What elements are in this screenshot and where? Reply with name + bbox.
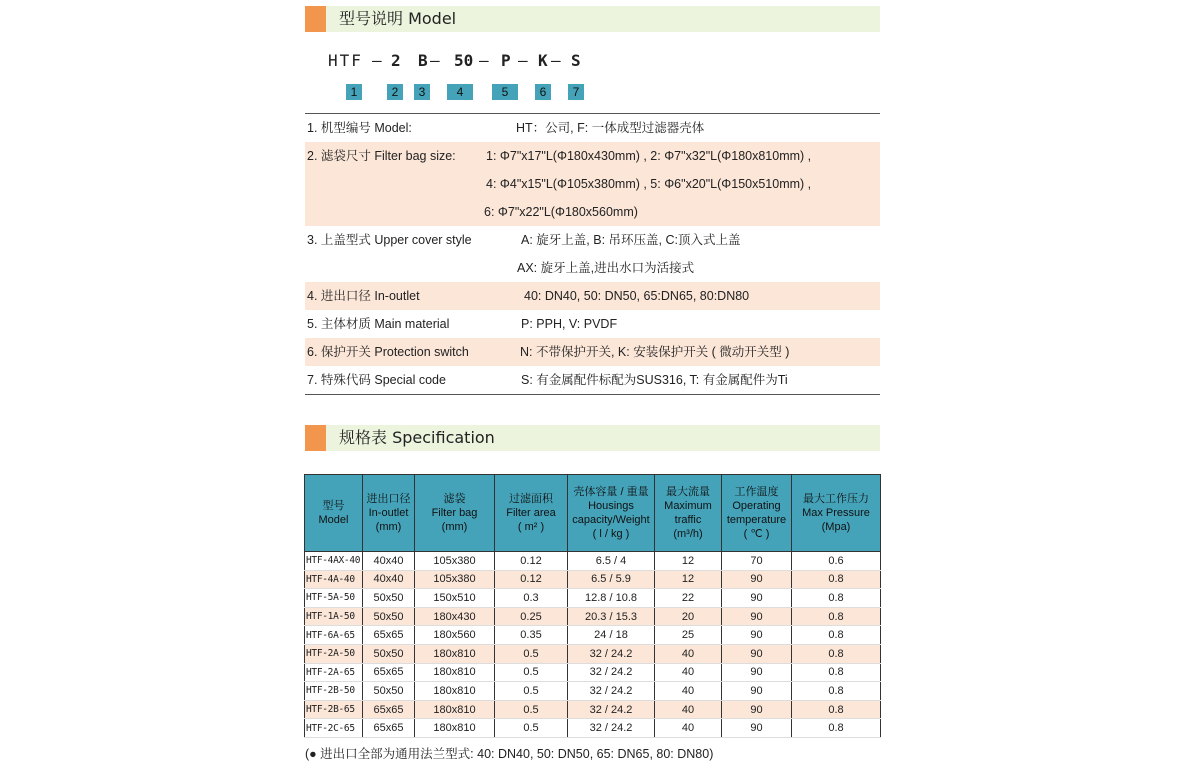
cell-capacity: 20.3 / 15.3 <box>568 607 655 626</box>
code-badge-1: 1 <box>346 84 362 100</box>
table-row <box>305 552 881 571</box>
cell-flow: 40 <box>655 719 722 738</box>
cell-temperature: 90 <box>722 570 792 589</box>
cell-temperature: 90 <box>722 626 792 645</box>
cell-in-outlet: 65x65 <box>363 626 415 645</box>
cell-filter-area: 0.12 <box>495 570 568 589</box>
cell-model: HTF-2B-50 <box>305 682 363 701</box>
model-row <box>305 310 880 338</box>
cell-pressure: 0.8 <box>792 570 881 589</box>
cell-filter-area: 0.5 <box>495 719 568 738</box>
row-value: 40: DN40, 50: DN50, 65:DN65, 80:DN80 <box>524 289 750 303</box>
header-capacity-weight: 壳体容量 / 重量 Housings capacity/Weight ( l / kg ) <box>568 475 655 552</box>
row-label: 4. 进出口径 In-outlet <box>307 289 420 303</box>
row-label: 7. 特殊代码 Special code <box>307 373 446 387</box>
cell-model: HTF-2B-65 <box>305 700 363 719</box>
model-row-continued <box>305 170 880 198</box>
cell-filter-bag: 180x810 <box>415 663 495 682</box>
specification-table <box>304 474 881 738</box>
cell-pressure: 0.8 <box>792 589 881 608</box>
table-row <box>305 663 881 682</box>
cell-temperature: 90 <box>722 589 792 608</box>
table-row <box>305 570 881 589</box>
model-section-header <box>305 6 880 32</box>
model-row <box>305 338 880 366</box>
cell-filter-bag: 105x380 <box>415 552 495 571</box>
cell-filter-bag: 180x810 <box>415 700 495 719</box>
model-row <box>305 142 880 170</box>
header-in-outlet: 进出口径 In-outlet (mm) <box>363 475 415 552</box>
cell-model: HTF-4AX-40 <box>305 552 363 571</box>
cell-capacity: 32 / 24.2 <box>568 700 655 719</box>
cell-pressure: 0.8 <box>792 644 881 663</box>
code-letter-b: B <box>418 51 428 70</box>
code-badge-4: 4 <box>447 84 473 100</box>
row-value: 1: Φ7"x17"L(Φ180x430mm) , 2: Φ7"x32"L(Φ180x810mm) , <box>486 149 812 163</box>
cell-model: HTF-6A-65 <box>305 626 363 645</box>
spec-footnote: (● 进出口全部为通用法兰型式: 40: DN40, 50: DN50, 65: DN65, 80: DN80) <box>305 747 714 761</box>
cell-filter-area: 0.12 <box>495 552 568 571</box>
cell-in-outlet: 50x50 <box>363 589 415 608</box>
cell-in-outlet: 50x50 <box>363 682 415 701</box>
code-dash: — <box>372 51 382 70</box>
cell-temperature: 90 <box>722 644 792 663</box>
cell-flow: 12 <box>655 570 722 589</box>
row-value: HT：公司, F: 一体成型过滤器壳体 <box>516 121 705 135</box>
cell-temperature: 90 <box>722 663 792 682</box>
model-row <box>305 282 880 310</box>
cell-in-outlet: 65x65 <box>363 700 415 719</box>
model-row-continued <box>305 254 880 282</box>
table-row <box>305 589 881 608</box>
cell-model: HTF-2A-50 <box>305 644 363 663</box>
model-row <box>305 366 880 394</box>
header-max-flow: 最大流量 Maximum traffic (m³/h) <box>655 475 722 552</box>
model-section-title: 型号说明 Model <box>339 9 457 28</box>
cell-flow: 20 <box>655 607 722 626</box>
code-badge-6: 6 <box>535 84 551 100</box>
cell-pressure: 0.6 <box>792 552 881 571</box>
header-max-pressure: 最大工作压力 Max Pressure (Mpa) <box>792 475 881 552</box>
cell-filter-bag: 150x510 <box>415 589 495 608</box>
model-code <box>0 50 1181 72</box>
row-label: 6. 保护开关 Protection switch <box>307 345 469 359</box>
cell-capacity: 32 / 24.2 <box>568 719 655 738</box>
code-badge-2: 2 <box>387 84 403 100</box>
row-label: 2. 滤袋尺寸 Filter bag size: <box>307 149 456 163</box>
cell-model: HTF-1A-50 <box>305 607 363 626</box>
cell-filter-area: 0.25 <box>495 607 568 626</box>
cell-capacity: 24 / 18 <box>568 626 655 645</box>
model-explanation-table <box>305 113 880 395</box>
header-filter-area: 过滤面积 Filter area ( m² ) <box>495 475 568 552</box>
cell-flow: 40 <box>655 663 722 682</box>
cell-flow: 40 <box>655 700 722 719</box>
header-temperature: 工作温度 Operating temperature ( ℃ ) <box>722 475 792 552</box>
cell-capacity: 32 / 24.2 <box>568 682 655 701</box>
cell-temperature: 90 <box>722 719 792 738</box>
header-model: 型号 Model <box>305 475 363 552</box>
cell-temperature: 90 <box>722 607 792 626</box>
cell-model: HTF-2C-65 <box>305 719 363 738</box>
code-prefix: HTF <box>328 51 363 70</box>
section-marker <box>305 6 326 32</box>
cell-filter-area: 0.3 <box>495 589 568 608</box>
model-row <box>305 226 880 254</box>
cell-pressure: 0.8 <box>792 682 881 701</box>
cell-filter-area: 0.5 <box>495 682 568 701</box>
cell-filter-bag: 180x430 <box>415 607 495 626</box>
cell-flow: 40 <box>655 644 722 663</box>
cell-filter-bag: 180x810 <box>415 644 495 663</box>
row-value: 4: Φ4"x15"L(Φ105x380mm) , 5: Φ6"x20"L(Φ150x510mm) , <box>486 177 812 191</box>
table-row <box>305 700 881 719</box>
cell-filter-area: 0.35 <box>495 626 568 645</box>
cell-capacity: 32 / 24.2 <box>568 644 655 663</box>
code-digit-50: 50 <box>454 51 474 70</box>
cell-temperature: 90 <box>722 700 792 719</box>
cell-filter-area: 0.5 <box>495 663 568 682</box>
row-value: S: 有金属配件标配为SUS316, T: 有金属配件为Ti <box>521 373 788 387</box>
cell-in-outlet: 40x40 <box>363 570 415 589</box>
header-filter-bag: 滤袋 Filter bag (mm) <box>415 475 495 552</box>
table-rule-bottom <box>305 394 880 395</box>
table-row <box>305 644 881 663</box>
cell-filter-bag: 180x810 <box>415 719 495 738</box>
code-letter-k: K <box>538 51 548 70</box>
cell-capacity: 12.8 / 10.8 <box>568 589 655 608</box>
cell-model: HTF-4A-40 <box>305 570 363 589</box>
cell-filter-bag: 180x810 <box>415 682 495 701</box>
cell-in-outlet: 50x50 <box>363 607 415 626</box>
spec-section-header <box>305 425 880 451</box>
code-letter-p: P <box>501 51 511 70</box>
cell-filter-bag: 105x380 <box>415 570 495 589</box>
cell-flow: 12 <box>655 552 722 571</box>
cell-in-outlet: 65x65 <box>363 663 415 682</box>
code-dash: — <box>479 51 489 70</box>
row-value: AX: 旋牙上盖,进出水口为活接式 <box>517 261 695 275</box>
cell-pressure: 0.8 <box>792 663 881 682</box>
code-dash: — <box>518 51 528 70</box>
cell-filter-bag: 180x560 <box>415 626 495 645</box>
model-row-continued <box>305 198 880 226</box>
cell-capacity: 6.5 / 5.9 <box>568 570 655 589</box>
table-row <box>305 682 881 701</box>
code-digit-2: 2 <box>391 51 401 70</box>
row-label: 5. 主体材质 Main material <box>307 317 450 331</box>
table-row <box>305 607 881 626</box>
spec-header-row <box>305 475 881 552</box>
code-dash: — <box>551 51 561 70</box>
cell-model: HTF-5A-50 <box>305 589 363 608</box>
cell-capacity: 6.5 / 4 <box>568 552 655 571</box>
cell-flow: 40 <box>655 682 722 701</box>
code-letter-s: S <box>571 51 581 70</box>
cell-in-outlet: 50x50 <box>363 644 415 663</box>
cell-pressure: 0.8 <box>792 626 881 645</box>
code-badge-5: 5 <box>492 84 518 100</box>
code-badge-7: 7 <box>568 84 584 100</box>
cell-filter-area: 0.5 <box>495 644 568 663</box>
cell-model: HTF-2A-65 <box>305 663 363 682</box>
code-dash: — <box>430 51 440 70</box>
cell-in-outlet: 40x40 <box>363 552 415 571</box>
cell-pressure: 0.8 <box>792 607 881 626</box>
row-value: 6: Φ7"x22"L(Φ180x560mm) <box>484 205 638 219</box>
cell-flow: 25 <box>655 626 722 645</box>
cell-pressure: 0.8 <box>792 700 881 719</box>
spec-section-title: 规格表 Specification <box>339 428 495 447</box>
row-label: 3. 上盖型式 Upper cover style <box>307 233 472 247</box>
section-marker <box>305 425 326 451</box>
cell-filter-area: 0.5 <box>495 700 568 719</box>
row-value: P: PPH, V: PVDF <box>521 317 618 331</box>
row-label: 1. 机型编号 Model: <box>307 121 412 135</box>
cell-temperature: 90 <box>722 682 792 701</box>
cell-pressure: 0.8 <box>792 719 881 738</box>
code-badge-3: 3 <box>414 84 430 100</box>
cell-capacity: 32 / 24.2 <box>568 663 655 682</box>
row-value: N: 不带保护开关, K: 安装保护开关 ( 微动开关型 ) <box>520 345 790 359</box>
model-row <box>305 114 880 142</box>
table-row <box>305 626 881 645</box>
cell-in-outlet: 65x65 <box>363 719 415 738</box>
table-row <box>305 719 881 738</box>
cell-flow: 22 <box>655 589 722 608</box>
cell-temperature: 70 <box>722 552 792 571</box>
row-value: A: 旋牙上盖, B: 吊环压盖, C:顶入式上盖 <box>521 233 741 247</box>
